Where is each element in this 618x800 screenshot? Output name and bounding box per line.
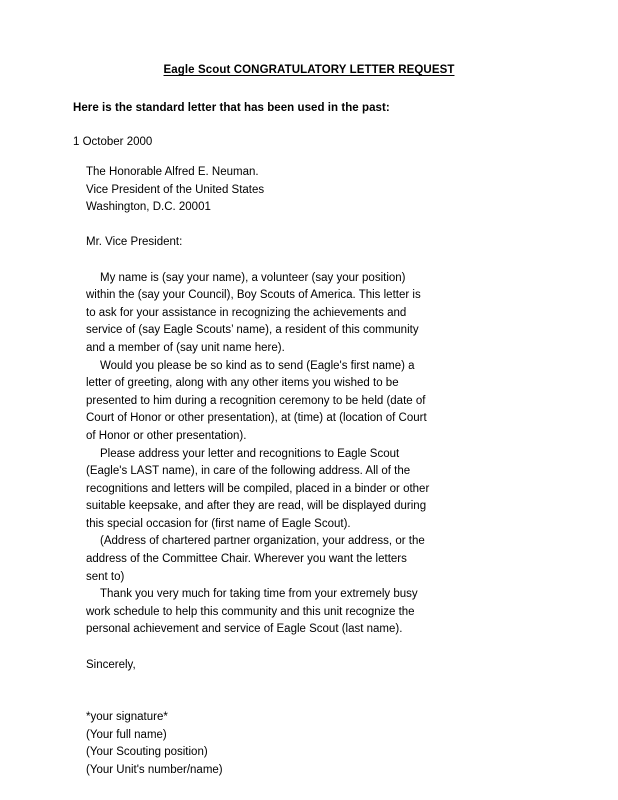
- body-paragraph: My name is (say your name), a volunteer (say your position) within the (say your Council), Boy Scouts of America. This letter is to ask for your assistance in recognizing the achievements and service of (say Eagle Scouts’ name), a resident of this community and a member of (say unit name here).: [86, 271, 421, 354]
- signer-name-line: (Your full name): [86, 728, 167, 741]
- page-title: [0, 64, 618, 76]
- spacer: [86, 639, 431, 657]
- signature-line: *your signature*: [86, 711, 168, 724]
- letter-body: [86, 164, 431, 780]
- intro-text: Here is the standard letter that has been used in the past:: [73, 102, 390, 114]
- recipient-line-3: Washington, D.C. 20001: [86, 201, 211, 214]
- body-paragraph: (Address of chartered partner organization, your address, or the address of the Committee Chair. Wherever you want the letters sent to): [86, 535, 425, 583]
- recipient-line-1: The Honorable Alfred E. Neuman.: [86, 166, 259, 178]
- signer-position-line: (Your Scouting position): [86, 746, 208, 759]
- closing-line: Sincerely,: [86, 658, 136, 671]
- spacer: [86, 252, 431, 270]
- letter-date: 1 October 2000: [73, 136, 153, 148]
- body-paragraph: Please address your letter and recognitions to Eagle Scout (Eagle's LAST name), in care of the following address. All of the recognitions and letters will be compiled, placed in a binder or other suitable keepsake, and after they are read, will be displayed during this special occasion for (first name of Eagle Scout).: [86, 447, 430, 530]
- spacer: [86, 217, 431, 235]
- body-paragraph: Would you please be so kind as to send (Eagle's first name) a letter of greeting, along with any other items you wished to be presented to him during a recognition ceremony to be held (date of Court of Honor or other presentation), at (time) at (location of Court of Honor or other presentation).: [86, 359, 427, 442]
- signature-space: [86, 674, 431, 709]
- recipient-line-2: Vice President of the United States: [86, 183, 265, 196]
- salutation: Mr. Vice President:: [86, 236, 183, 249]
- signer-unit-line: (Your Unit's number/name): [86, 764, 223, 776]
- body-paragraph: Thank you very much for taking time from your extremely busy work schedule to help this community and this unit recognize the personal achievement and service of Eagle Scout (last name).: [86, 588, 418, 636]
- page-title-text: Eagle Scout CONGRATULATORY LETTER REQUEST: [163, 64, 455, 76]
